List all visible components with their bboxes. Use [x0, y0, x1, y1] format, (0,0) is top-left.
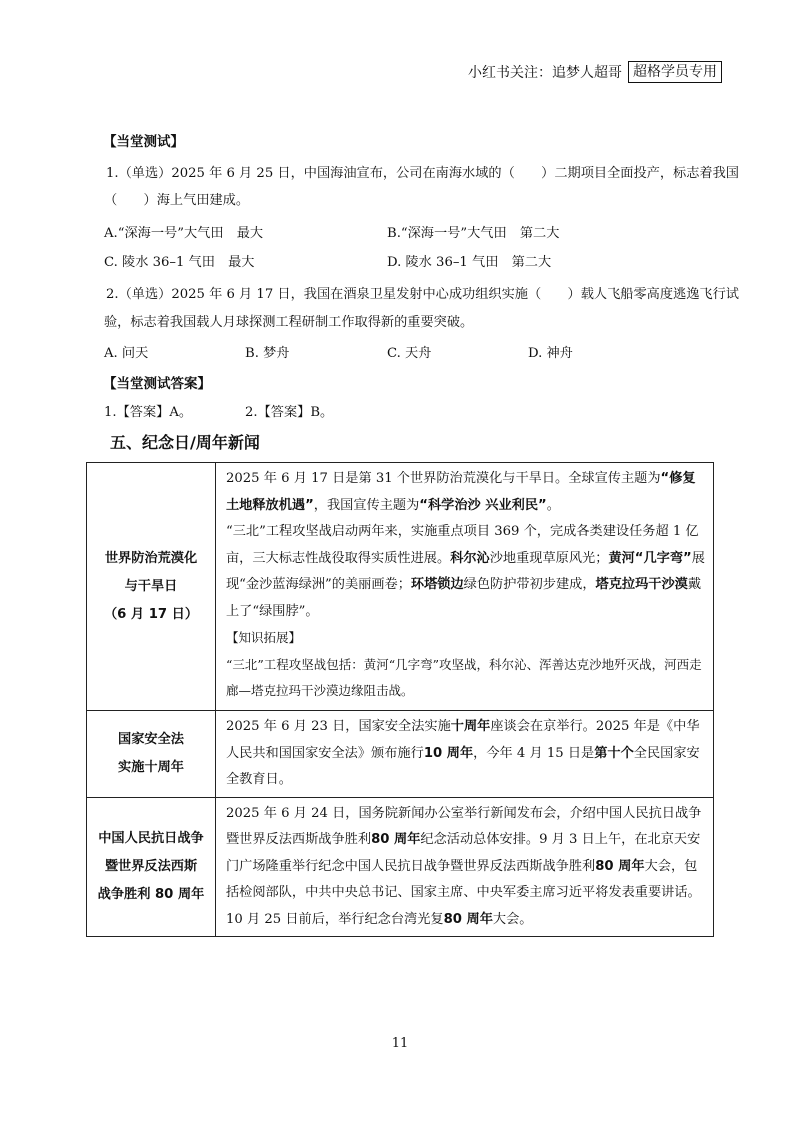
- text: 座谈会在京举行。2025 年是《中华人民共和国国家安全法》颁布施行: [226, 719, 700, 761]
- bold-text: 十周年: [450, 719, 491, 734]
- row-label: [87, 711, 216, 798]
- row-content: [216, 463, 714, 711]
- text: 展现“金沙蓝海绿洲”的美丽画卷；: [226, 550, 705, 592]
- page-header: [468, 61, 722, 83]
- section-title: 五、纪念日/周年新闻: [110, 433, 260, 452]
- bold-text: 80 周年: [371, 832, 421, 847]
- bold-text: 第十个: [594, 745, 634, 761]
- q1-option-d: D. 陵水 36–1 气田 第二大: [387, 255, 552, 270]
- bold-text: 黄河“几字弯”: [608, 550, 692, 566]
- text: “三北”工程攻坚战启动两年来，实施重点项目 369 个，完成各类建设任务超 1 亿亩，三大标志性战役取得实质性进展。: [226, 524, 699, 566]
- table-row: [87, 463, 714, 711]
- paragraph: [226, 801, 705, 934]
- knowledge-extension-body: “三北”工程攻坚战包括：黄河“几字弯”攻坚战，科尔沁、浑善达克沙地歼灭战，河西走廊—塔克拉玛干沙漠边缘阻击战。: [226, 656, 702, 698]
- text: 沙地重现草原风光；: [489, 550, 609, 566]
- text: 2025 年 6 月 17 日是第 31 个世界防治荒漠化与干旱日。全球宣传主题为: [226, 471, 661, 486]
- text: 大会，包括检阅部队，中共中央总书记、国家主席、中央军委主席习近平将发表重要讲话。10 月 25 日前后，举行纪念台湾光复: [226, 858, 701, 927]
- q1-option-c: C. 陵水 36–1 气田 最大: [104, 255, 255, 270]
- bold-text: 科尔沁: [450, 550, 490, 566]
- q1-line1: 1.（单选）2025 年 6 月 25 日，中国海油宣布，公司在南海水域的（ ）二期项目全面投产，标志着我国: [106, 166, 739, 181]
- q2-option-b: B. 梦舟: [245, 346, 290, 361]
- answer-2: 2.【答案】B。: [245, 405, 334, 420]
- q1-line2: （ ）海上气田建成。: [104, 193, 250, 208]
- table-row: [87, 711, 714, 798]
- paragraph: [226, 714, 705, 794]
- q1-option-b: B.“深海一号”大气田 第二大: [387, 226, 560, 241]
- paragraph: [226, 466, 705, 519]
- row-label: [87, 463, 216, 711]
- paragraph: [226, 519, 705, 625]
- bold-text: 80 周年: [595, 858, 645, 874]
- row-label-line: 国家安全法: [118, 731, 184, 747]
- q2-line1: 2.（单选）2025 年 6 月 17 日，我国在酒泉卫星发射中心成功组织实施（ ）载人飞船零高度逃逸飞行试: [106, 287, 739, 302]
- bold-text: 环塔锁边: [410, 577, 464, 592]
- table-row: [87, 797, 714, 937]
- row-label-line: （6 月 17 日）: [103, 606, 199, 622]
- answers-title: 【当堂测试答案】: [103, 376, 211, 392]
- row-label-line: 中国人民抗日战争: [98, 830, 204, 846]
- row-content: [216, 711, 714, 798]
- bold-text: 塔克拉玛干沙漠: [595, 577, 688, 592]
- quiz-title: 【当堂测试】: [103, 134, 184, 150]
- header-badge: 超格学员专用: [628, 61, 722, 83]
- text: ，今年 4 月 15 日是: [473, 745, 595, 761]
- bold-text: 80 周年: [443, 911, 493, 927]
- text: ，我国宣传主题为: [313, 497, 420, 513]
- text: 纪念活动总体安排。9 月 3 日上午，在北京天安门广场隆重举行纪念中国人民抗日战争暨世界反法西斯战争胜利: [226, 832, 701, 874]
- answer-1: 1.【答案】A。: [104, 405, 193, 420]
- bold-text: 10 周年: [423, 745, 474, 761]
- row-content: [216, 797, 714, 937]
- row-label-line: 实施十周年: [118, 759, 184, 775]
- knowledge-extension-title: 【知识拓展】: [226, 630, 302, 645]
- row-label-line: 世界防治荒漠化: [104, 550, 198, 566]
- row-label-line: 与干旱日: [124, 578, 178, 594]
- text: 绿色防护带初步建成，: [463, 577, 596, 592]
- q2-line2: 验，标志着我国载人月球探测工程研制工作取得新的重要突破。: [104, 315, 474, 330]
- bold-text: “科学治沙 兴业利民”: [419, 497, 547, 513]
- text: 戴上了“绿围脖”。: [226, 577, 702, 619]
- bold-text: “修复土地释放机遇”: [226, 471, 696, 513]
- text: 。: [546, 497, 560, 513]
- row-label-line: 战争胜利 80 周年: [97, 886, 205, 902]
- text: 大会。: [492, 911, 533, 927]
- q1-option-a: A.“深海一号”大气田 最大: [104, 226, 264, 241]
- anniversary-news-table: [86, 462, 714, 937]
- q2-option-d: D. 神舟: [528, 346, 573, 361]
- page-number: 11: [391, 1036, 409, 1051]
- header-note: 小红书关注：追梦人超哥: [468, 65, 622, 81]
- q2-option-c: C. 天舟: [387, 346, 432, 361]
- text: 全民国家安全教育日。: [226, 745, 700, 787]
- row-label-line: 暨世界反法西斯: [104, 858, 198, 874]
- text: 2025 年 6 月 24 日，国务院新闻办公室举行新闻发布会，介绍中国人民抗日战争暨世界反法西斯战争胜利: [226, 805, 702, 847]
- row-label: [87, 797, 216, 937]
- text: 2025 年 6 月 23 日，国家安全法实施: [226, 719, 451, 734]
- q2-option-a: A. 问天: [104, 346, 149, 361]
